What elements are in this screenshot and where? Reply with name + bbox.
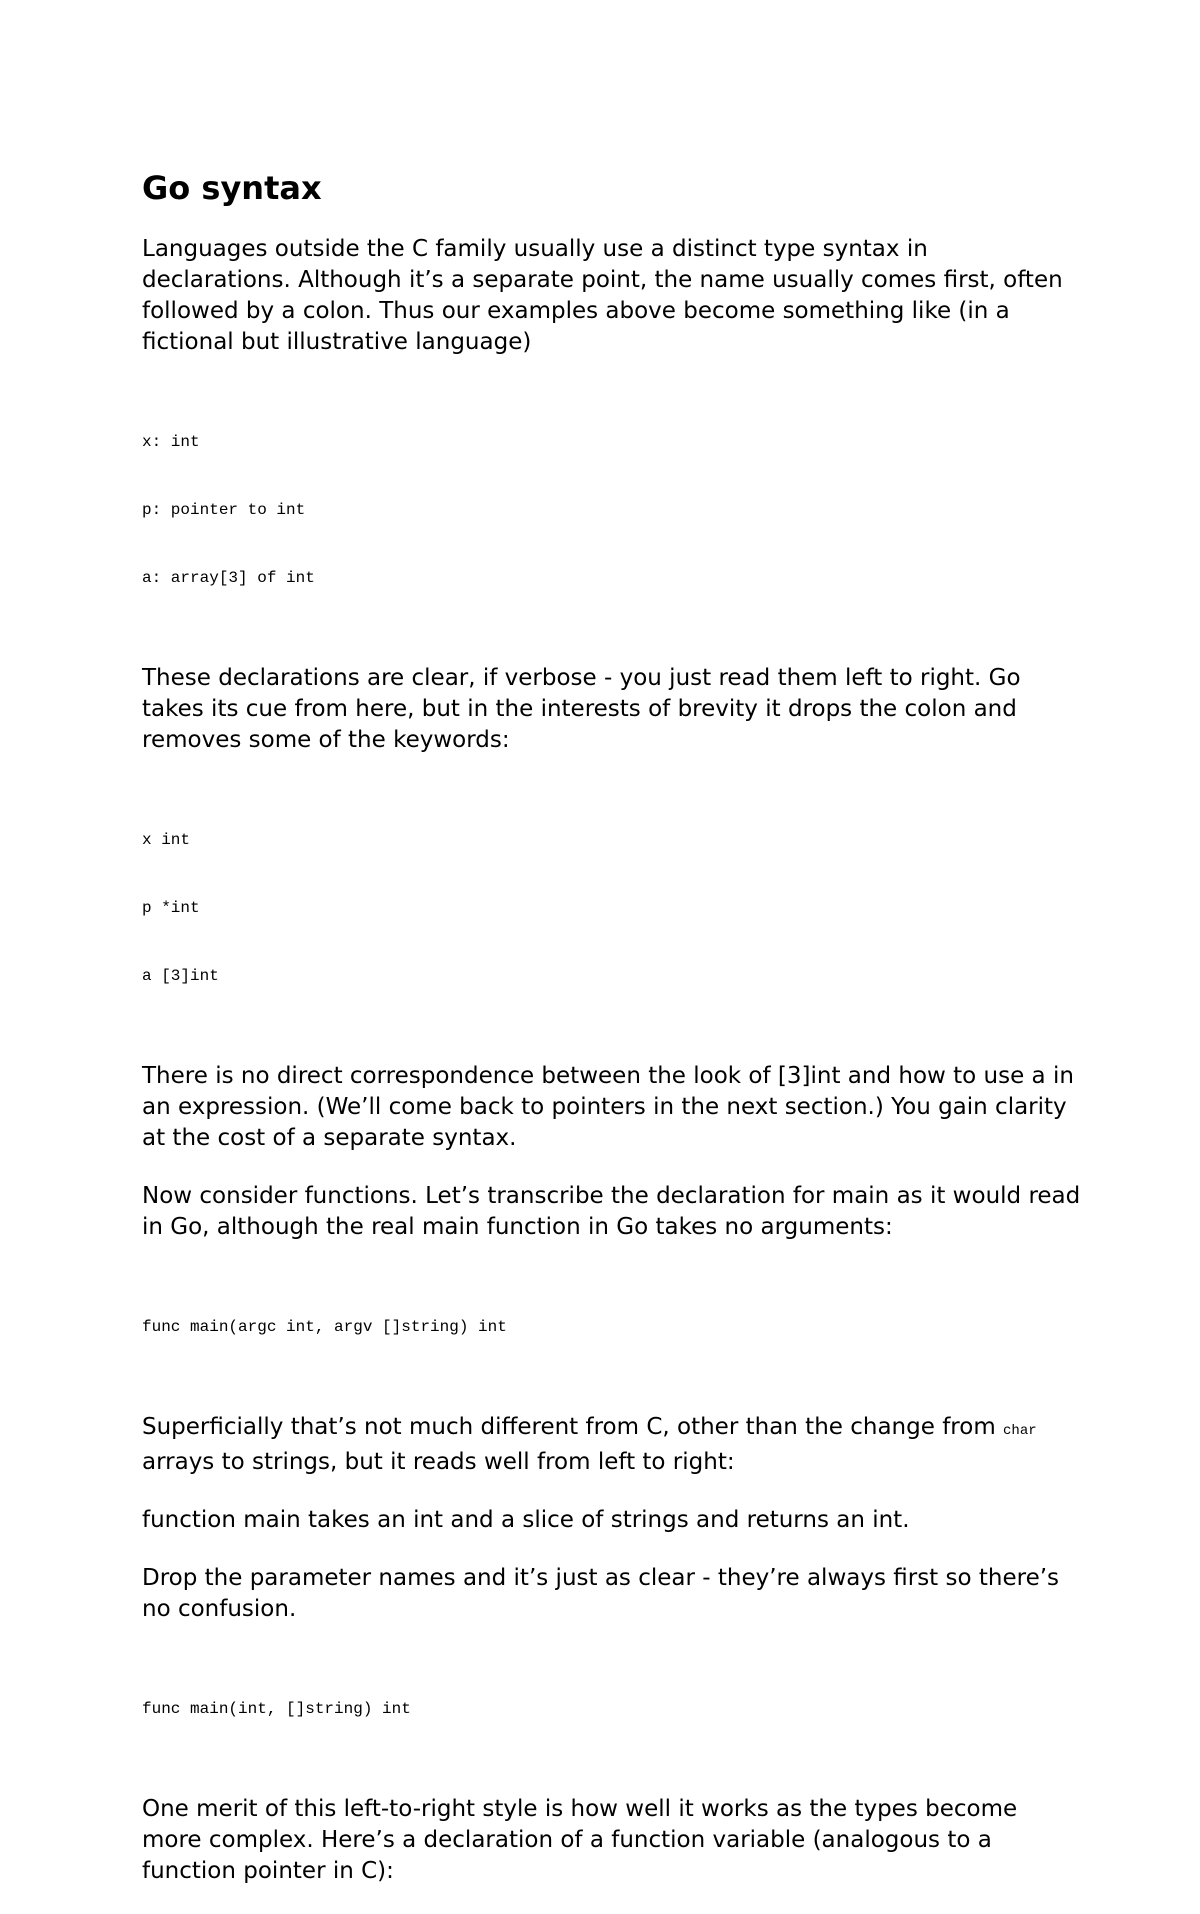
paragraph-functions: Now consider functions. Let’s transcribe the declaration for main as it would read in Go, although the real main function in Go takes no arguments: xyxy=(142,1183,1081,1240)
code-block-main-signature xyxy=(142,1270,1082,1384)
page-title: Go syntax xyxy=(142,169,322,207)
paragraph-superficially xyxy=(142,1412,1082,1478)
paragraph-drop-names: Drop the parameter names and it’s just as clear - they’re always first so there’s no confusion. xyxy=(142,1565,1060,1622)
paragraph-correspondence: There is no direct correspondence between the look of [3]int and how to use a in an expression. (We’ll come back to pointers in the next section.) You gain clarity at the cost of a separate syntax. xyxy=(142,1063,1074,1151)
paragraph-text: arrays to strings, but it reads well from left to right: xyxy=(142,1449,735,1475)
code-line: x: int xyxy=(142,433,200,451)
code-block-main-unnamed xyxy=(142,1652,1082,1766)
paragraph-merit: One merit of this left-to-right style is how well it works as the types become more complex. Here’s a declaration of a function variable (analogous to a function pointer in C): xyxy=(142,1796,1018,1884)
code-line: a [3]int xyxy=(142,967,219,985)
code-line: p: pointer to int xyxy=(142,501,306,519)
code-line: func main(int, []string) int xyxy=(142,1700,411,1718)
inline-code-char: char xyxy=(1003,1423,1037,1439)
paragraph-intro: Languages outside the C family usually use a distinct type syntax in declarations. Although it’s a separate point, the name usually comes first, often followed by a colon. Thus our examples above become something like (in a fictional but illustrative language) xyxy=(142,236,1063,355)
code-block-go-declarations xyxy=(142,783,1082,1033)
paragraph-verbose: These declarations are clear, if verbose - you just read them left to right. Go takes its cue from here, but in the interests of brevity it drops the colon and removes some of the keywords: xyxy=(142,665,1021,753)
code-block-fictional-declarations xyxy=(142,385,1082,635)
code-line: x int xyxy=(142,831,191,849)
paragraph-reading: function main takes an int and a slice of strings and returns an int. xyxy=(142,1507,910,1533)
code-line: a: array[3] of int xyxy=(142,569,315,587)
code-line: func main(argc int, argv []string) int xyxy=(142,1318,507,1336)
paragraph-text: Superficially that’s not much different from C, other than the change from xyxy=(142,1414,1004,1440)
code-line: p *int xyxy=(142,899,200,917)
document-page xyxy=(142,168,1082,1914)
